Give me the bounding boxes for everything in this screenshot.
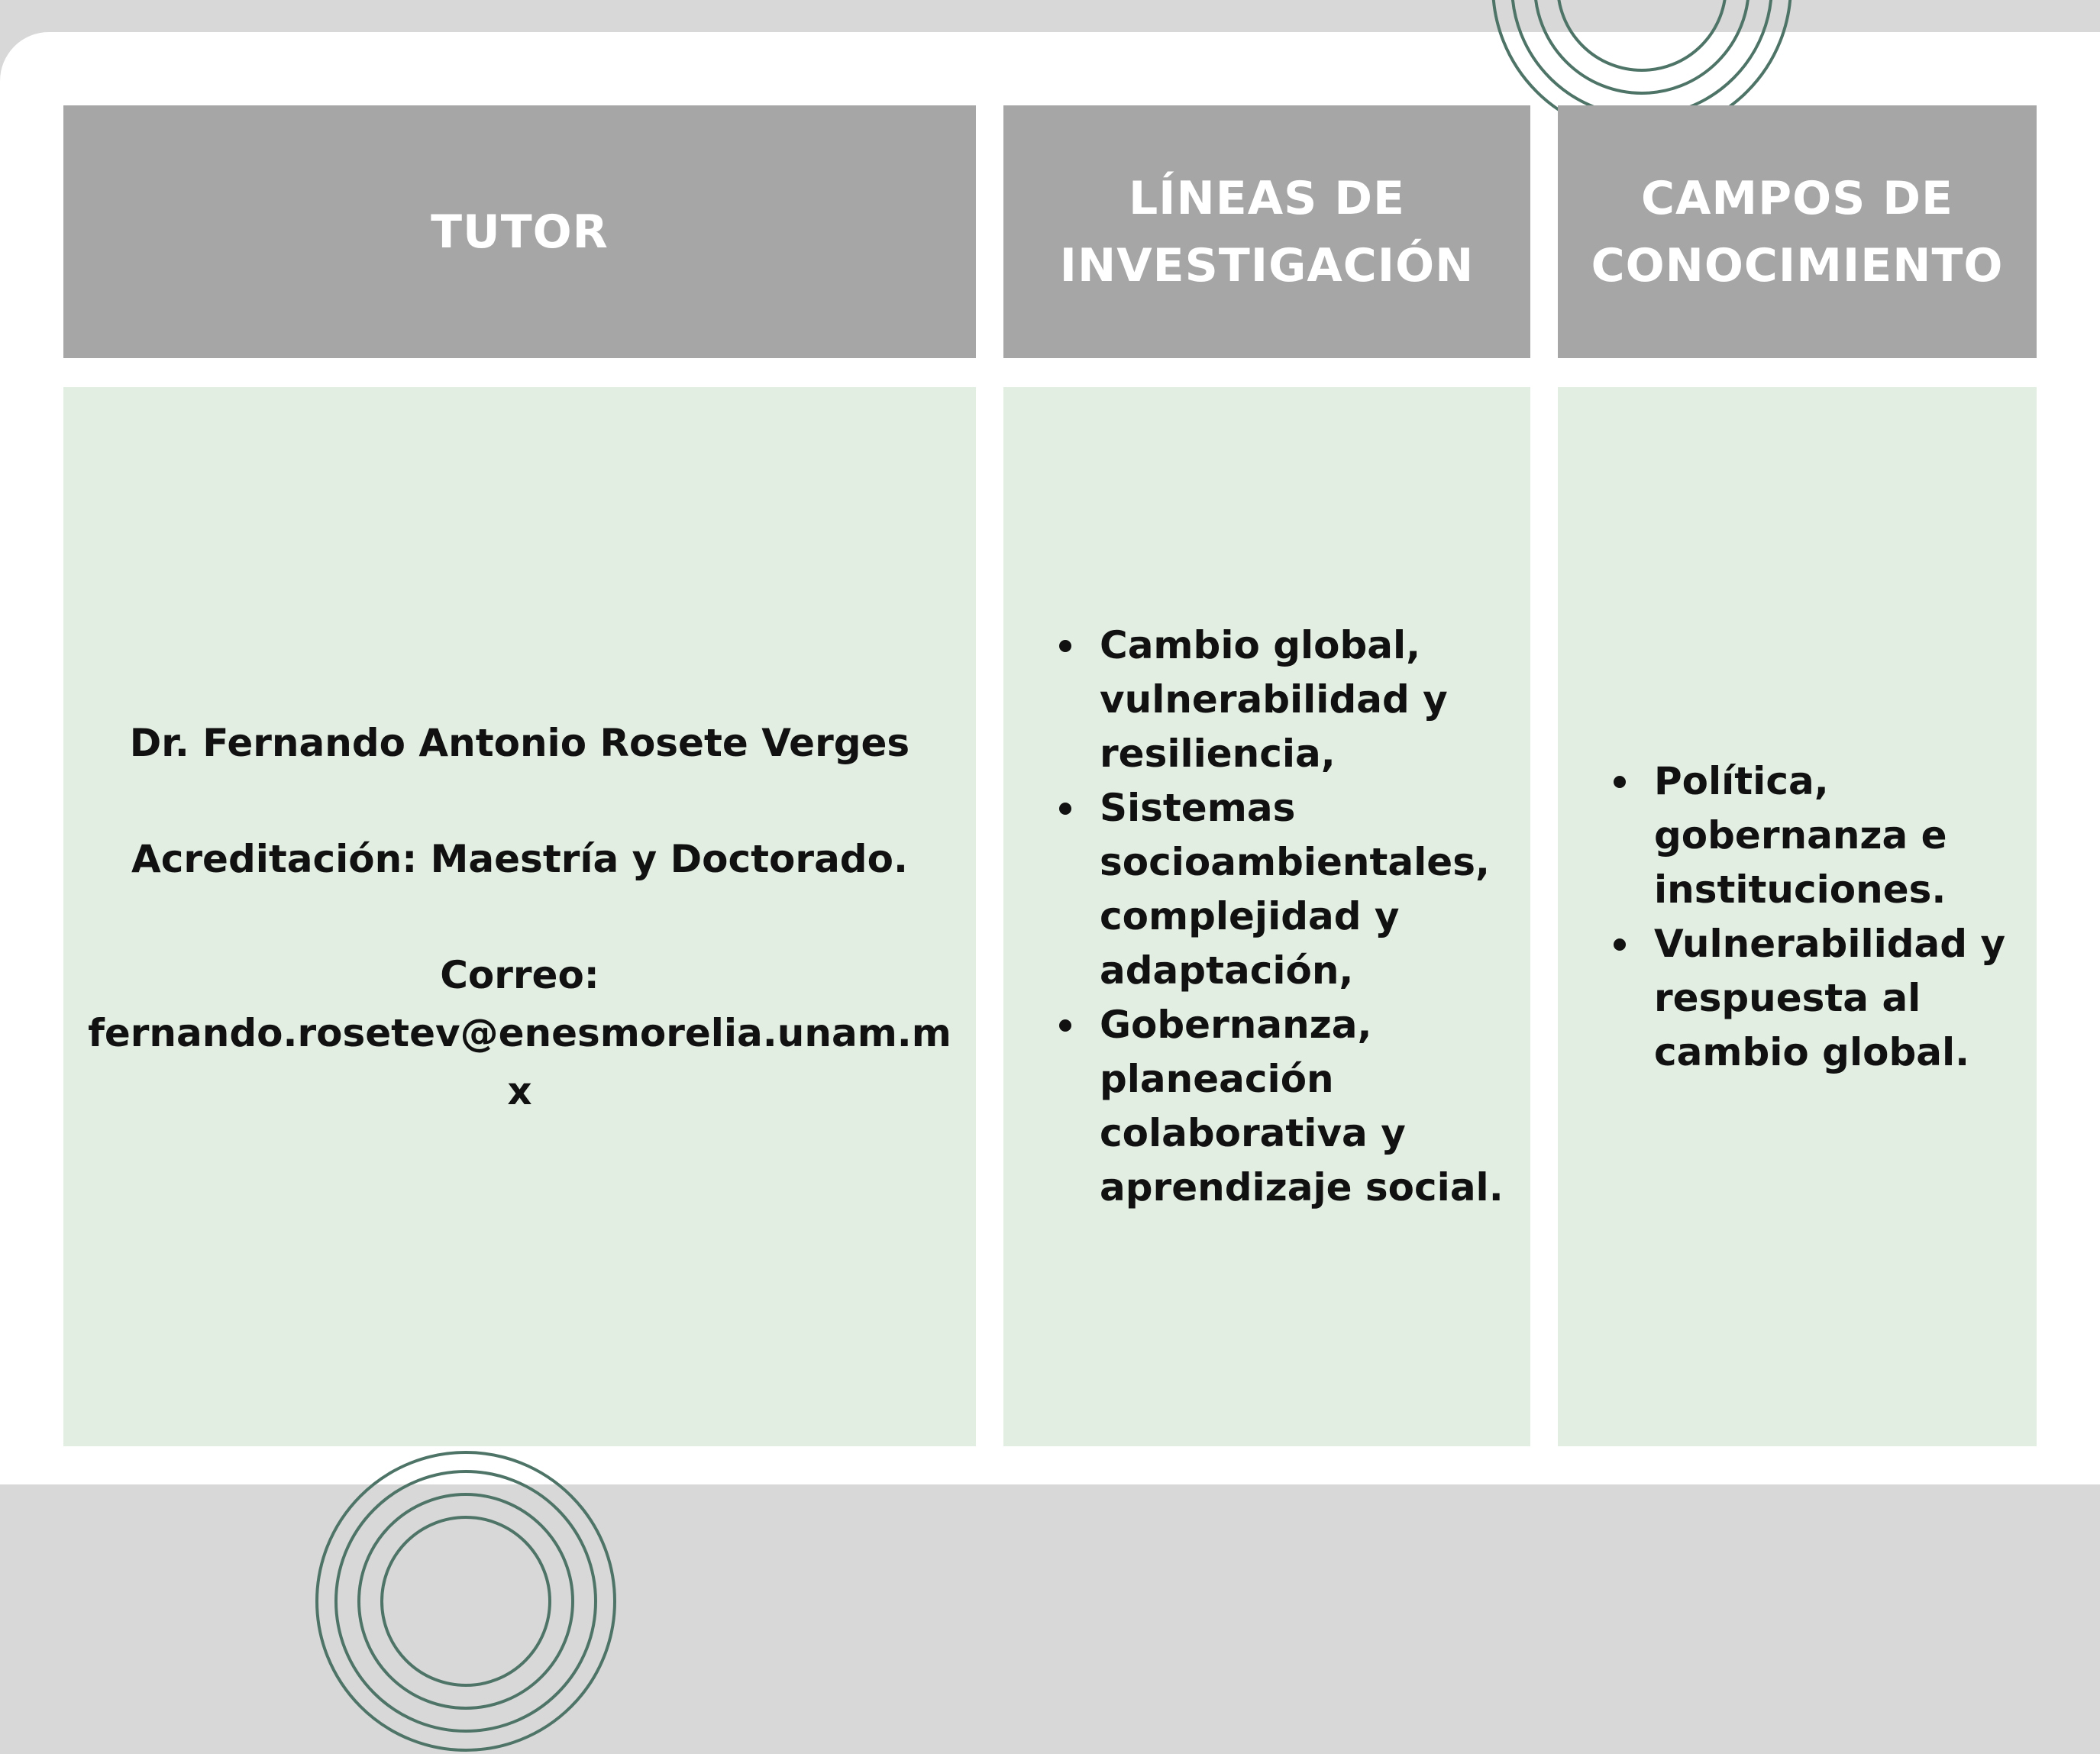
header-lineas-line-2: INVESTIGACIÓN (1059, 238, 1475, 292)
content-card (0, 32, 2100, 1484)
tutor-accreditation: Acreditación: Maestría y Doctorado. (131, 836, 908, 881)
lineas-cell (1003, 387, 1530, 1446)
tutor-email[interactable]: fernando.rosetev@enesmorelia.unam.mx (88, 1010, 951, 1113)
header-campos-line-1: CAMPOS DE (1640, 171, 1954, 225)
concentric-circles-decoration-bottom (313, 1449, 619, 1754)
list-item: Gobernanza, planeación colaborativa y aprendizaje social. (1003, 998, 1530, 1215)
lineas-list (1003, 619, 1530, 1215)
campos-cell (1558, 387, 2037, 1446)
tutor-name: Dr. Fernando Antonio Rosete Verges (129, 720, 910, 765)
header-tutor (63, 105, 976, 358)
list-item: Cambio global, vulnerabilidad y resiliencia, (1003, 619, 1530, 781)
list-item: Política, gobernanza e instituciones. (1558, 754, 2037, 917)
header-lineas-investigacion (1003, 105, 1530, 358)
tutor-email-label: Correo: (440, 952, 599, 997)
list-item: Sistemas socioambientales, complejidad y adaptación, (1003, 781, 1530, 998)
campos-list (1558, 754, 2037, 1080)
tutor-cell (63, 387, 976, 1446)
header-campos-line-2: CONOCIMIENTO (1591, 238, 2004, 292)
list-item: Vulnerabilidad y respuesta al cambio global. (1558, 917, 2037, 1080)
header-lineas-line-1: LÍNEAS DE (1128, 171, 1406, 225)
header-campos-conocimiento (1558, 105, 2037, 358)
header-tutor-label: TUTOR (431, 205, 609, 259)
